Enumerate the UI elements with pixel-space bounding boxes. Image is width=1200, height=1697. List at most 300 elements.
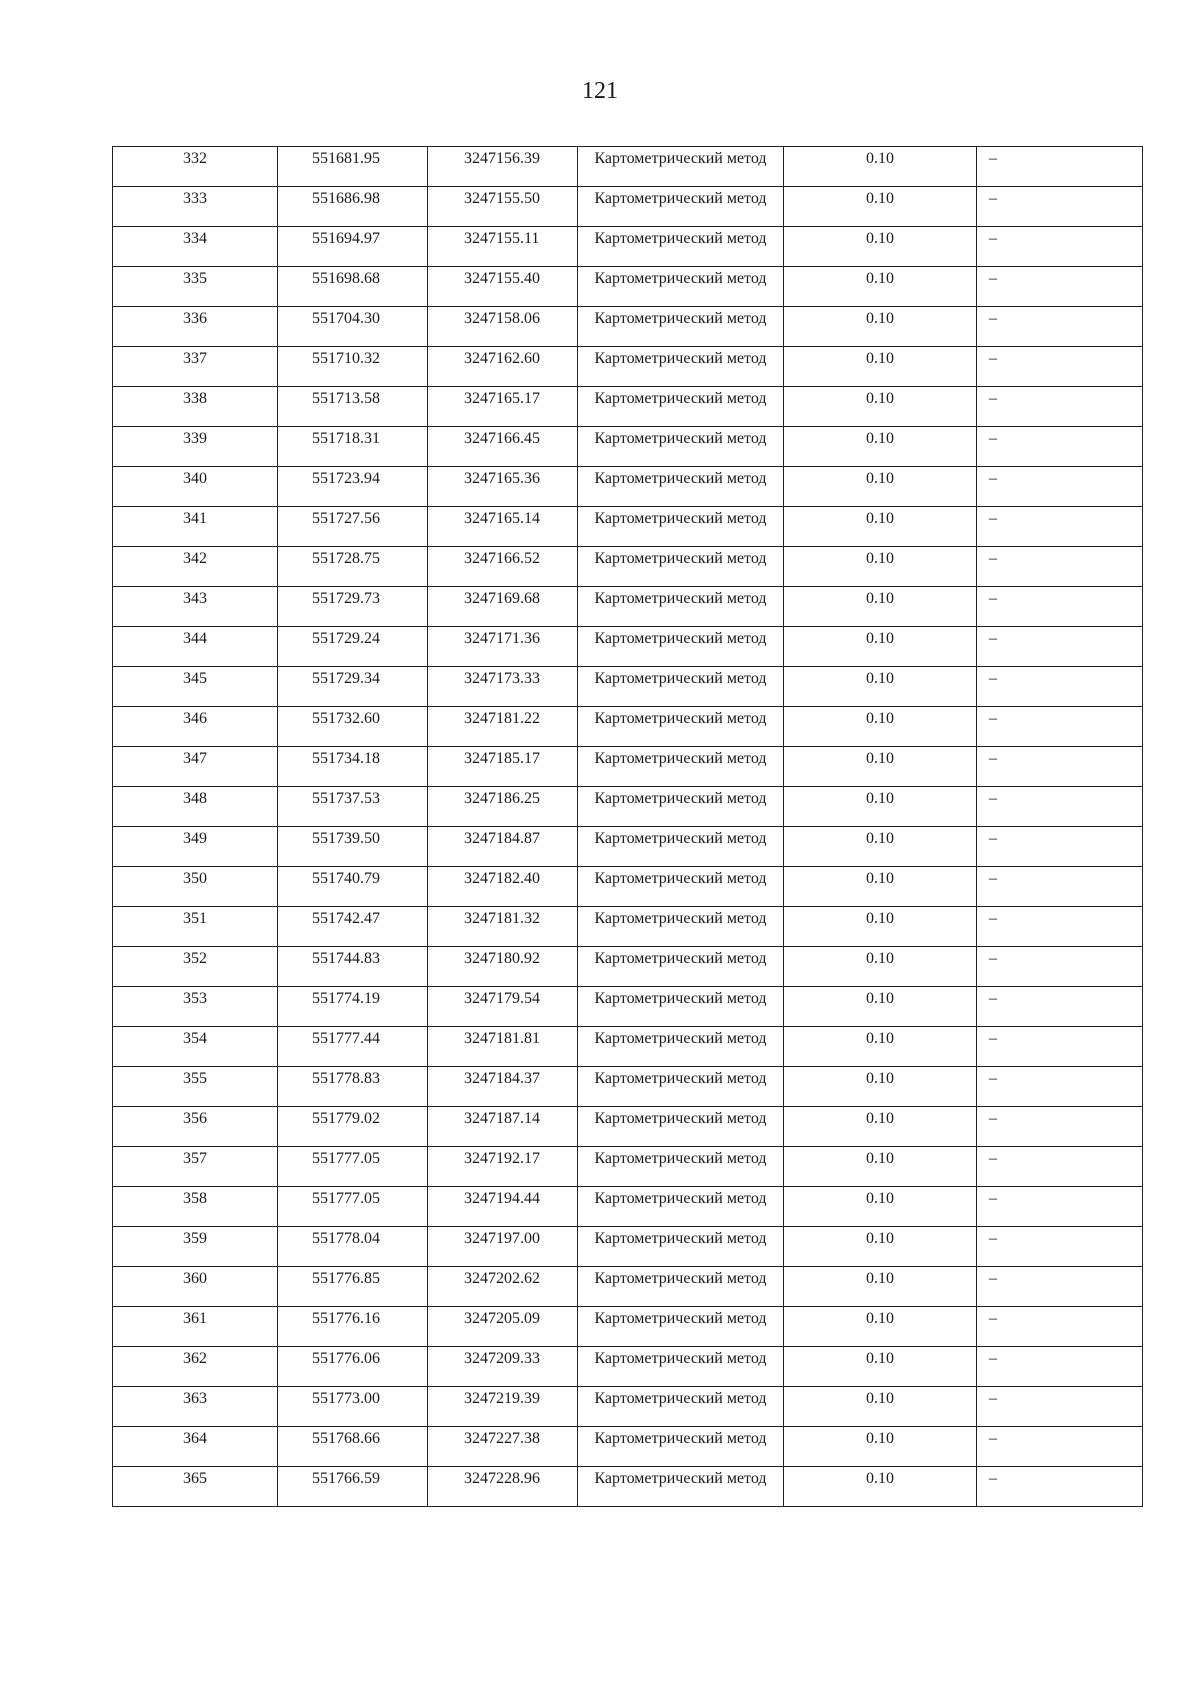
- table-row: [113, 1187, 1143, 1227]
- accuracy-cell: [784, 1467, 977, 1507]
- point-number-cell: [113, 867, 278, 907]
- note-cell-text: –: [989, 470, 997, 487]
- note-cell-text: –: [989, 1230, 997, 1247]
- accuracy-cell: [784, 627, 977, 667]
- note-cell-text: –: [989, 1390, 997, 1407]
- accuracy-cell-text: 0.10: [866, 950, 894, 967]
- point-number-cell-text: 339: [183, 430, 207, 447]
- x-coordinate-cell-text: 551723.94: [312, 470, 380, 487]
- method-cell: [578, 667, 784, 707]
- accuracy-cell-text: 0.10: [866, 630, 894, 647]
- x-coordinate-cell: [278, 587, 428, 627]
- point-number-cell: [113, 707, 278, 747]
- note-cell: [977, 987, 1143, 1027]
- method-cell: [578, 1187, 784, 1227]
- y-coordinate-cell-text: 3247205.09: [464, 1310, 540, 1327]
- method-cell-text: Картометрический метод: [594, 510, 767, 527]
- x-coordinate-cell: [278, 187, 428, 227]
- table-row: [113, 947, 1143, 987]
- note-cell: [977, 1227, 1143, 1267]
- accuracy-cell: [784, 1427, 977, 1467]
- y-coordinate-cell: [428, 947, 578, 987]
- x-coordinate-cell-text: 551776.85: [312, 1270, 380, 1287]
- table-row: [113, 667, 1143, 707]
- x-coordinate-cell-text: 551742.47: [312, 910, 380, 927]
- method-cell: [578, 947, 784, 987]
- point-number-cell: [113, 187, 278, 227]
- x-coordinate-cell: [278, 1387, 428, 1427]
- y-coordinate-cell: [428, 147, 578, 187]
- x-coordinate-cell: [278, 1467, 428, 1507]
- note-cell: [977, 1307, 1143, 1347]
- accuracy-cell-text: 0.10: [866, 990, 894, 1007]
- y-coordinate-cell-text: 3247173.33: [464, 670, 540, 687]
- note-cell-text: –: [989, 510, 997, 527]
- note-cell-text: –: [989, 870, 997, 887]
- y-coordinate-cell: [428, 827, 578, 867]
- y-coordinate-cell: [428, 667, 578, 707]
- accuracy-cell-text: 0.10: [866, 1070, 894, 1087]
- point-number-cell-text: 337: [183, 350, 207, 367]
- method-cell: [578, 827, 784, 867]
- accuracy-cell: [784, 1347, 977, 1387]
- x-coordinate-cell-text: 551728.75: [312, 550, 380, 567]
- accuracy-cell: [784, 1107, 977, 1147]
- method-cell-text: Картометрический метод: [594, 1390, 767, 1407]
- accuracy-cell: [784, 867, 977, 907]
- table-row: [113, 987, 1143, 1027]
- accuracy-cell-text: 0.10: [866, 270, 894, 287]
- method-cell: [578, 427, 784, 467]
- accuracy-cell: [784, 1067, 977, 1107]
- note-cell-text: –: [989, 150, 997, 167]
- x-coordinate-cell: [278, 987, 428, 1027]
- y-coordinate-cell-text: 3247184.87: [464, 830, 540, 847]
- method-cell-text: Картометрический метод: [594, 390, 767, 407]
- accuracy-cell: [784, 947, 977, 987]
- accuracy-cell-text: 0.10: [866, 590, 894, 607]
- point-number-cell: [113, 1067, 278, 1107]
- note-cell: [977, 587, 1143, 627]
- point-number-cell: [113, 427, 278, 467]
- table-row: [113, 907, 1143, 947]
- point-number-cell: [113, 587, 278, 627]
- point-number-cell: [113, 627, 278, 667]
- method-cell-text: Картометрический метод: [594, 1310, 767, 1327]
- method-cell: [578, 1307, 784, 1347]
- y-coordinate-cell-text: 3247186.25: [464, 790, 540, 807]
- table-row: [113, 147, 1143, 187]
- x-coordinate-cell: [278, 387, 428, 427]
- note-cell: [977, 867, 1143, 907]
- method-cell-text: Картометрический метод: [594, 150, 767, 167]
- note-cell-text: –: [989, 1070, 997, 1087]
- y-coordinate-cell: [428, 707, 578, 747]
- accuracy-cell-text: 0.10: [866, 150, 894, 167]
- table-row: [113, 1107, 1143, 1147]
- point-number-cell-text: 333: [183, 190, 207, 207]
- x-coordinate-cell-text: 551777.05: [312, 1150, 380, 1167]
- method-cell-text: Картометрический метод: [594, 1230, 767, 1247]
- method-cell: [578, 587, 784, 627]
- note-cell-text: –: [989, 670, 997, 687]
- method-cell: [578, 1467, 784, 1507]
- table-body: [113, 147, 1143, 1507]
- note-cell-text: –: [989, 1030, 997, 1047]
- table-row: [113, 1267, 1143, 1307]
- method-cell-text: Картометрический метод: [594, 710, 767, 727]
- y-coordinate-cell-text: 3247179.54: [464, 990, 540, 1007]
- y-coordinate-cell: [428, 387, 578, 427]
- y-coordinate-cell: [428, 787, 578, 827]
- point-number-cell: [113, 467, 278, 507]
- note-cell-text: –: [989, 1190, 997, 1207]
- method-cell: [578, 1067, 784, 1107]
- y-coordinate-cell: [428, 1467, 578, 1507]
- method-cell-text: Картометрический метод: [594, 310, 767, 327]
- y-coordinate-cell: [428, 867, 578, 907]
- method-cell-text: Картометрический метод: [594, 230, 767, 247]
- y-coordinate-cell-text: 3247165.17: [464, 390, 540, 407]
- y-coordinate-cell: [428, 1427, 578, 1467]
- note-cell: [977, 1467, 1143, 1507]
- note-cell-text: –: [989, 1430, 997, 1447]
- x-coordinate-cell-text: 551744.83: [312, 950, 380, 967]
- accuracy-cell: [784, 707, 977, 747]
- method-cell-text: Картометрический метод: [594, 990, 767, 1007]
- note-cell-text: –: [989, 1150, 997, 1167]
- point-number-cell-text: 334: [183, 230, 207, 247]
- point-number-cell: [113, 1027, 278, 1067]
- y-coordinate-cell-text: 3247155.50: [464, 190, 540, 207]
- note-cell: [977, 1347, 1143, 1387]
- y-coordinate-cell-text: 3247228.96: [464, 1470, 540, 1487]
- x-coordinate-cell: [278, 627, 428, 667]
- x-coordinate-cell-text: 551739.50: [312, 830, 380, 847]
- table-row: [113, 707, 1143, 747]
- note-cell: [977, 347, 1143, 387]
- table-row: [113, 1227, 1143, 1267]
- y-coordinate-cell: [428, 347, 578, 387]
- method-cell-text: Картометрический метод: [594, 1110, 767, 1127]
- method-cell-text: Картометрический метод: [594, 1030, 767, 1047]
- y-coordinate-cell: [428, 1187, 578, 1227]
- x-coordinate-cell-text: 551718.31: [312, 430, 380, 447]
- method-cell: [578, 387, 784, 427]
- table-row: [113, 627, 1143, 667]
- table-row: [113, 227, 1143, 267]
- y-coordinate-cell-text: 3247155.11: [464, 230, 540, 247]
- y-coordinate-cell: [428, 467, 578, 507]
- y-coordinate-cell: [428, 267, 578, 307]
- x-coordinate-cell-text: 551732.60: [312, 710, 380, 727]
- table-row: [113, 347, 1143, 387]
- method-cell: [578, 507, 784, 547]
- point-number-cell: [113, 827, 278, 867]
- point-number-cell-text: 350: [183, 870, 207, 887]
- accuracy-cell: [784, 187, 977, 227]
- method-cell: [578, 547, 784, 587]
- x-coordinate-cell: [278, 1187, 428, 1227]
- x-coordinate-cell-text: 551778.83: [312, 1070, 380, 1087]
- note-cell-text: –: [989, 230, 997, 247]
- table-row: [113, 1027, 1143, 1067]
- note-cell-text: –: [989, 830, 997, 847]
- y-coordinate-cell-text: 3247181.22: [464, 710, 540, 727]
- note-cell: [977, 1387, 1143, 1427]
- x-coordinate-cell: [278, 827, 428, 867]
- x-coordinate-cell: [278, 267, 428, 307]
- y-coordinate-cell-text: 3247192.17: [464, 1150, 540, 1167]
- x-coordinate-cell: [278, 707, 428, 747]
- y-coordinate-cell: [428, 187, 578, 227]
- y-coordinate-cell-text: 3247158.06: [464, 310, 540, 327]
- y-coordinate-cell-text: 3247156.39: [464, 150, 540, 167]
- note-cell: [977, 307, 1143, 347]
- y-coordinate-cell: [428, 427, 578, 467]
- x-coordinate-cell: [278, 1347, 428, 1387]
- note-cell: [977, 1107, 1143, 1147]
- accuracy-cell-text: 0.10: [866, 1470, 894, 1487]
- point-number-cell: [113, 1347, 278, 1387]
- y-coordinate-cell-text: 3247181.81: [464, 1030, 540, 1047]
- x-coordinate-cell-text: 551777.05: [312, 1190, 380, 1207]
- y-coordinate-cell-text: 3247194.44: [464, 1190, 540, 1207]
- point-number-cell: [113, 1227, 278, 1267]
- note-cell-text: –: [989, 630, 997, 647]
- method-cell: [578, 1267, 784, 1307]
- point-number-cell-text: 348: [183, 790, 207, 807]
- accuracy-cell-text: 0.10: [866, 1230, 894, 1247]
- note-cell: [977, 787, 1143, 827]
- table-row: [113, 1467, 1143, 1507]
- x-coordinate-cell: [278, 667, 428, 707]
- note-cell: [977, 947, 1143, 987]
- note-cell-text: –: [989, 430, 997, 447]
- method-cell: [578, 987, 784, 1027]
- y-coordinate-cell-text: 3247187.14: [464, 1110, 540, 1127]
- method-cell: [578, 187, 784, 227]
- point-number-cell-text: 356: [183, 1110, 207, 1127]
- accuracy-cell-text: 0.10: [866, 350, 894, 367]
- y-coordinate-cell: [428, 987, 578, 1027]
- table-row: [113, 747, 1143, 787]
- point-number-cell: [113, 347, 278, 387]
- x-coordinate-cell: [278, 547, 428, 587]
- accuracy-cell-text: 0.10: [866, 910, 894, 927]
- x-coordinate-cell: [278, 507, 428, 547]
- y-coordinate-cell-text: 3247202.62: [464, 1270, 540, 1287]
- note-cell-text: –: [989, 190, 997, 207]
- point-number-cell-text: 364: [183, 1430, 207, 1447]
- method-cell-text: Картометрический метод: [594, 750, 767, 767]
- note-cell: [977, 1267, 1143, 1307]
- note-cell-text: –: [989, 950, 997, 967]
- note-cell-text: –: [989, 590, 997, 607]
- method-cell-text: Картометрический метод: [594, 630, 767, 647]
- accuracy-cell-text: 0.10: [866, 1110, 894, 1127]
- note-cell-text: –: [989, 350, 997, 367]
- table-row: [113, 867, 1143, 907]
- y-coordinate-cell: [428, 1387, 578, 1427]
- accuracy-cell-text: 0.10: [866, 790, 894, 807]
- note-cell: [977, 467, 1143, 507]
- note-cell-text: –: [989, 550, 997, 567]
- note-cell-text: –: [989, 790, 997, 807]
- method-cell: [578, 1027, 784, 1067]
- note-cell-text: –: [989, 1270, 997, 1287]
- accuracy-cell-text: 0.10: [866, 470, 894, 487]
- method-cell: [578, 627, 784, 667]
- point-number-cell-text: 332: [183, 150, 207, 167]
- x-coordinate-cell: [278, 1427, 428, 1467]
- accuracy-cell-text: 0.10: [866, 670, 894, 687]
- note-cell-text: –: [989, 270, 997, 287]
- y-coordinate-cell-text: 3247162.60: [464, 350, 540, 367]
- accuracy-cell-text: 0.10: [866, 1430, 894, 1447]
- x-coordinate-cell: [278, 747, 428, 787]
- point-number-cell: [113, 267, 278, 307]
- accuracy-cell: [784, 347, 977, 387]
- point-number-cell-text: 360: [183, 1270, 207, 1287]
- accuracy-cell: [784, 1267, 977, 1307]
- note-cell: [977, 1427, 1143, 1467]
- y-coordinate-cell: [428, 1067, 578, 1107]
- y-coordinate-cell-text: 3247166.52: [464, 550, 540, 567]
- accuracy-cell: [784, 227, 977, 267]
- method-cell: [578, 1387, 784, 1427]
- accuracy-cell: [784, 987, 977, 1027]
- method-cell: [578, 147, 784, 187]
- point-number-cell-text: 335: [183, 270, 207, 287]
- y-coordinate-cell: [428, 627, 578, 667]
- x-coordinate-cell-text: 551686.98: [312, 190, 380, 207]
- accuracy-cell-text: 0.10: [866, 710, 894, 727]
- y-coordinate-cell: [428, 1107, 578, 1147]
- y-coordinate-cell: [428, 1227, 578, 1267]
- y-coordinate-cell: [428, 307, 578, 347]
- point-number-cell: [113, 227, 278, 267]
- table-row: [113, 827, 1143, 867]
- accuracy-cell: [784, 1187, 977, 1227]
- x-coordinate-cell-text: 551779.02: [312, 1110, 380, 1127]
- note-cell: [977, 827, 1143, 867]
- table-row: [113, 1067, 1143, 1107]
- accuracy-cell-text: 0.10: [866, 1030, 894, 1047]
- note-cell: [977, 1187, 1143, 1227]
- x-coordinate-cell-text: 551734.18: [312, 750, 380, 767]
- method-cell-text: Картометрический метод: [594, 1350, 767, 1367]
- coordinates-table: [112, 146, 1143, 1507]
- point-number-cell-text: 354: [183, 1030, 207, 1047]
- accuracy-cell-text: 0.10: [866, 310, 894, 327]
- point-number-cell-text: 347: [183, 750, 207, 767]
- x-coordinate-cell-text: 551729.34: [312, 670, 380, 687]
- point-number-cell-text: 349: [183, 830, 207, 847]
- accuracy-cell: [784, 827, 977, 867]
- note-cell: [977, 747, 1143, 787]
- x-coordinate-cell-text: 551778.04: [312, 1230, 380, 1247]
- method-cell: [578, 1427, 784, 1467]
- y-coordinate-cell: [428, 1147, 578, 1187]
- accuracy-cell-text: 0.10: [866, 1310, 894, 1327]
- note-cell: [977, 387, 1143, 427]
- y-coordinate-cell-text: 3247219.39: [464, 1390, 540, 1407]
- x-coordinate-cell: [278, 1267, 428, 1307]
- y-coordinate-cell-text: 3247227.38: [464, 1430, 540, 1447]
- method-cell: [578, 1147, 784, 1187]
- accuracy-cell-text: 0.10: [866, 830, 894, 847]
- point-number-cell-text: 340: [183, 470, 207, 487]
- point-number-cell-text: 357: [183, 1150, 207, 1167]
- table-row: [113, 1347, 1143, 1387]
- x-coordinate-cell: [278, 1027, 428, 1067]
- y-coordinate-cell: [428, 547, 578, 587]
- note-cell-text: –: [989, 710, 997, 727]
- method-cell-text: Картометрический метод: [594, 550, 767, 567]
- x-coordinate-cell-text: 551740.79: [312, 870, 380, 887]
- x-coordinate-cell: [278, 147, 428, 187]
- y-coordinate-cell-text: 3247169.68: [464, 590, 540, 607]
- accuracy-cell-text: 0.10: [866, 390, 894, 407]
- accuracy-cell: [784, 1227, 977, 1267]
- note-cell: [977, 627, 1143, 667]
- y-coordinate-cell-text: 3247181.32: [464, 910, 540, 927]
- x-coordinate-cell-text: 551768.66: [312, 1430, 380, 1447]
- y-coordinate-cell: [428, 1347, 578, 1387]
- accuracy-cell: [784, 1387, 977, 1427]
- point-number-cell-text: 361: [183, 1310, 207, 1327]
- point-number-cell-text: 362: [183, 1350, 207, 1367]
- point-number-cell-text: 351: [183, 910, 207, 927]
- note-cell: [977, 707, 1143, 747]
- point-number-cell: [113, 747, 278, 787]
- point-number-cell: [113, 507, 278, 547]
- y-coordinate-cell: [428, 227, 578, 267]
- table-row: [113, 787, 1143, 827]
- point-number-cell: [113, 307, 278, 347]
- accuracy-cell: [784, 307, 977, 347]
- y-coordinate-cell: [428, 1267, 578, 1307]
- x-coordinate-cell: [278, 947, 428, 987]
- x-coordinate-cell-text: 551713.58: [312, 390, 380, 407]
- x-coordinate-cell: [278, 467, 428, 507]
- accuracy-cell: [784, 267, 977, 307]
- x-coordinate-cell: [278, 1307, 428, 1347]
- y-coordinate-cell-text: 3247180.92: [464, 950, 540, 967]
- method-cell: [578, 747, 784, 787]
- x-coordinate-cell-text: 551776.16: [312, 1310, 380, 1327]
- x-coordinate-cell-text: 551698.68: [312, 270, 380, 287]
- method-cell-text: Картометрический метод: [594, 790, 767, 807]
- point-number-cell: [113, 1267, 278, 1307]
- accuracy-cell: [784, 747, 977, 787]
- point-number-cell: [113, 667, 278, 707]
- point-number-cell: [113, 387, 278, 427]
- accuracy-cell-text: 0.10: [866, 510, 894, 527]
- y-coordinate-cell-text: 3247171.36: [464, 630, 540, 647]
- accuracy-cell: [784, 427, 977, 467]
- accuracy-cell-text: 0.10: [866, 1350, 894, 1367]
- accuracy-cell: [784, 547, 977, 587]
- accuracy-cell-text: 0.10: [866, 550, 894, 567]
- y-coordinate-cell: [428, 747, 578, 787]
- note-cell-text: –: [989, 990, 997, 1007]
- accuracy-cell-text: 0.10: [866, 1390, 894, 1407]
- note-cell: [977, 507, 1143, 547]
- note-cell-text: –: [989, 910, 997, 927]
- note-cell: [977, 907, 1143, 947]
